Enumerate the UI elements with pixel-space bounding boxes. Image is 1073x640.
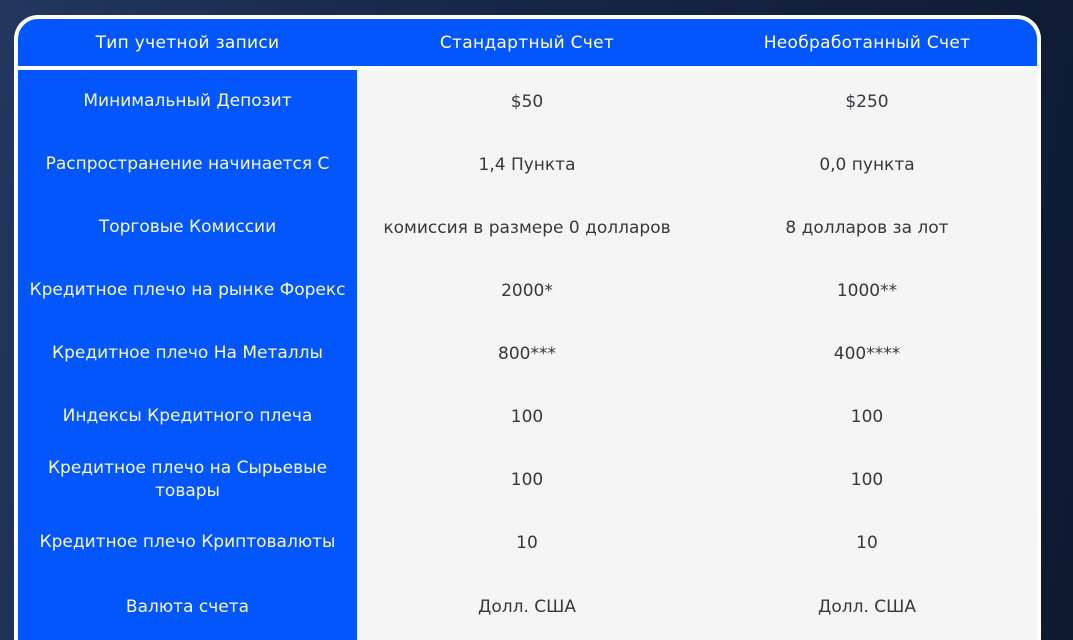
table-row bbox=[18, 322, 1037, 385]
header-raw-account: Необработанный Счет bbox=[763, 32, 971, 53]
account-comparison-table bbox=[14, 15, 1041, 640]
row-label: Кредитное плечо Криптовалюты bbox=[18, 511, 357, 574]
standard-value: 1,4 Пункта bbox=[478, 154, 576, 175]
row-label: Торговые Комиссии bbox=[18, 196, 357, 259]
row-label: Валюта счета bbox=[18, 574, 357, 640]
table-row bbox=[18, 511, 1037, 574]
raw-value: 1000** bbox=[836, 280, 898, 301]
table-row bbox=[18, 385, 1037, 448]
table-row bbox=[18, 448, 1037, 511]
raw-value: 0,0 пункта bbox=[819, 154, 915, 175]
header-account-type: Тип учетной записи bbox=[95, 32, 280, 53]
row-label: Минимальный Депозит bbox=[18, 70, 357, 133]
standard-value: комиссия в размере 0 долларов bbox=[383, 217, 671, 238]
raw-value: 8 долларов за лот bbox=[785, 217, 949, 238]
table-row bbox=[18, 133, 1037, 196]
row-label: Распространение начинается С bbox=[18, 133, 357, 196]
raw-value: $250 bbox=[845, 91, 889, 112]
standard-value: 800*** bbox=[498, 343, 556, 364]
standard-value: $50 bbox=[510, 91, 544, 112]
standard-value: Долл. США bbox=[478, 597, 576, 617]
raw-value: Долл. США bbox=[818, 597, 916, 617]
row-label: Индексы Кредитного плеча bbox=[18, 385, 357, 448]
standard-value: 100 bbox=[510, 469, 544, 490]
standard-value: 2000* bbox=[501, 280, 553, 301]
row-label: Кредитное плечо на Сырьевые товары bbox=[18, 448, 357, 511]
raw-value: 10 bbox=[856, 532, 878, 553]
raw-value: 400**** bbox=[833, 343, 901, 364]
raw-value: 100 bbox=[850, 406, 884, 427]
standard-value: 10 bbox=[516, 532, 538, 553]
row-label: Кредитное плечо на рынке Форекс bbox=[18, 259, 357, 322]
standard-value: 100 bbox=[510, 406, 544, 427]
raw-value: 100 bbox=[850, 469, 884, 490]
table-row bbox=[18, 259, 1037, 322]
header-standard-account: Стандартный Счет bbox=[439, 32, 615, 53]
table-row bbox=[18, 70, 1037, 133]
table-row bbox=[18, 196, 1037, 259]
table-row bbox=[18, 574, 1037, 640]
row-label: Кредитное плечо На Металлы bbox=[18, 322, 357, 385]
table-header-row bbox=[18, 19, 1037, 66]
